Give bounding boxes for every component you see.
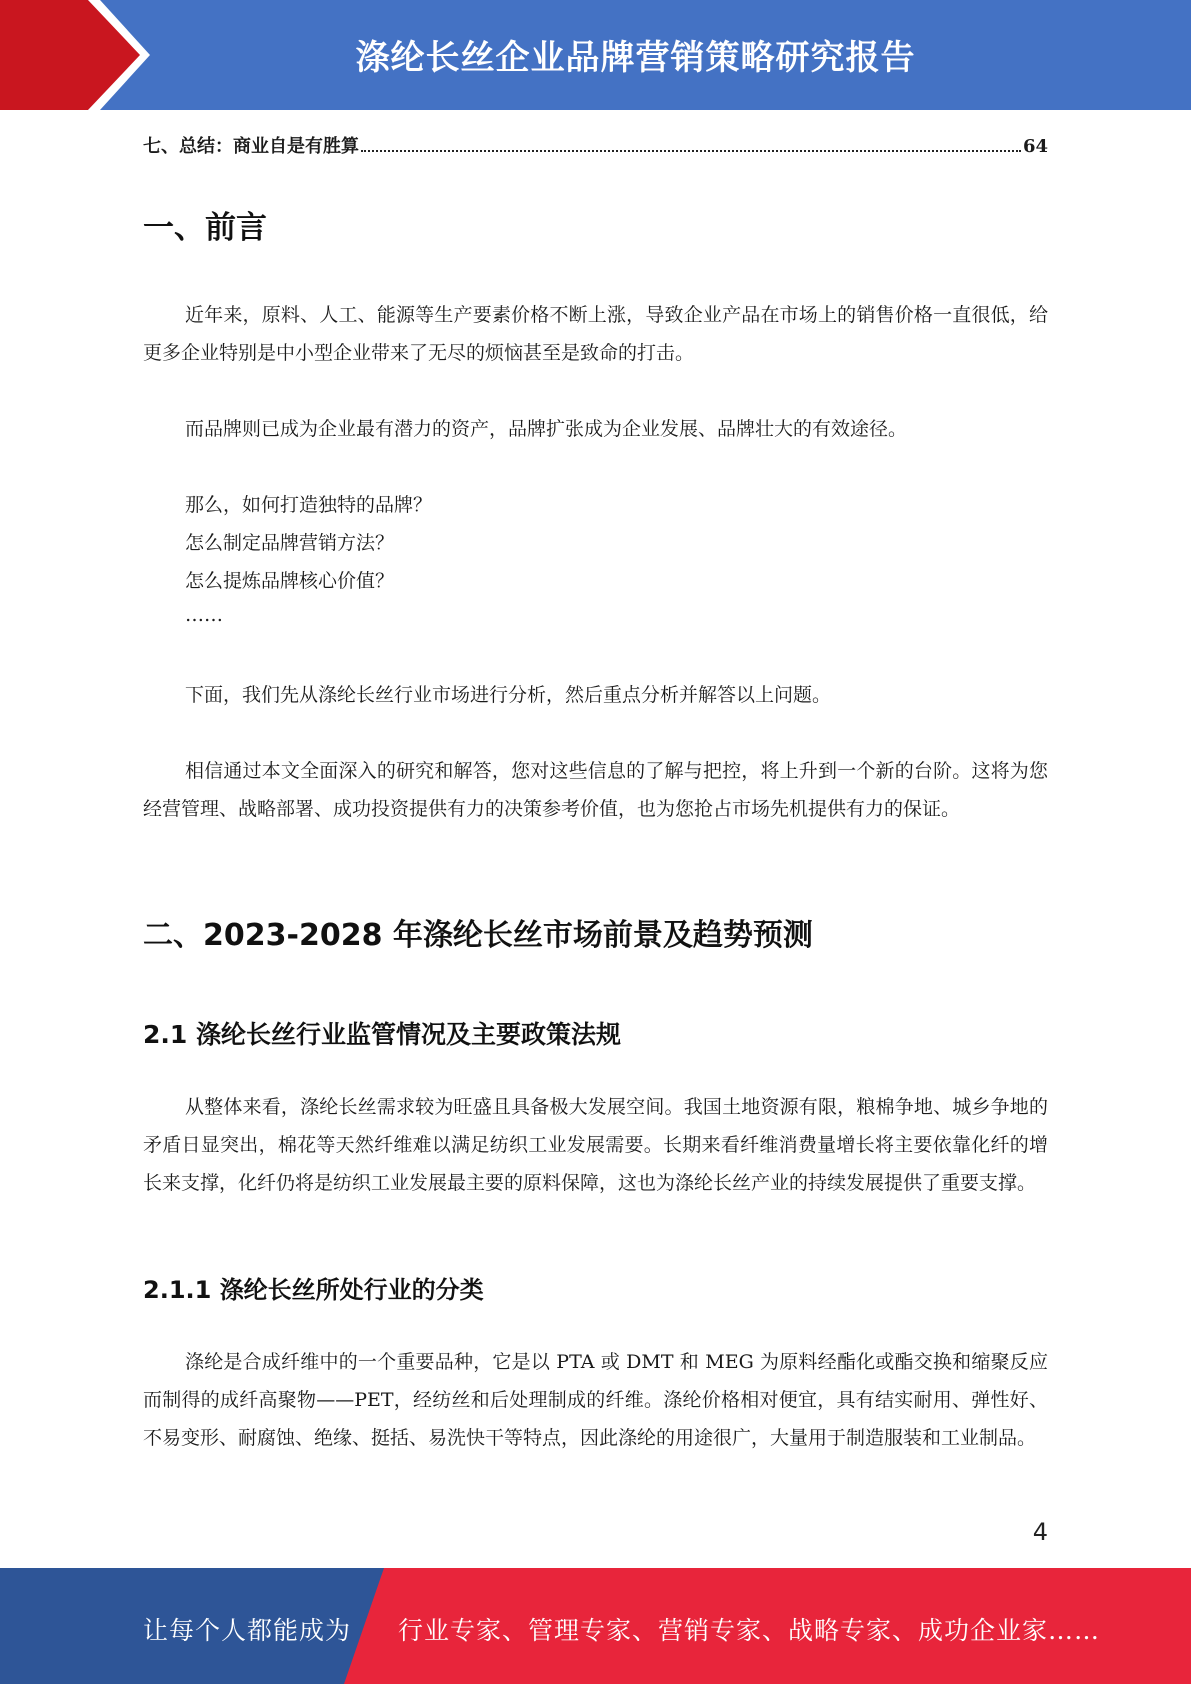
question-3: 怎么提炼品牌核心价值？ xyxy=(185,570,395,592)
paragraph-4: 相信通过本文全面深入的研究和解答，您对这些信息的了解与把控，将上升到一个新的台阶。这将为您经营管理、战略部署、成功投资提供有力的决策参考价值，也为您抢占市场先机提供有力的保证。 xyxy=(143,760,1048,820)
paragraph-2: 而品牌则已成为企业最有潜力的资产，品牌扩张成为企业发展、品牌壮大的有效途径。 xyxy=(185,418,908,440)
ellipsis-line: …… xyxy=(185,604,223,626)
paragraph-3: 下面，我们先从涤纶长丝行业市场进行分析，然后重点分析并解答以上问题。 xyxy=(185,684,832,706)
heading-preface: 一、前言 xyxy=(143,210,267,246)
paragraph-6: 涤纶是合成纤维中的一个重要品种，它是以 PTA 或 DMT 和 MEG 为原料经酯化或酯交换和缩聚反应而制得的成纤高聚物——PET，经纺丝和后处理制成的纤维。涤纶价格相对便宜，具有结实耐用、弹性好、不易变形、耐腐蚀、绝缘、挺括、易洗快干等特点，因此涤纶的用途很广，大量用于制造服装和工业制品。 xyxy=(143,1351,1048,1449)
paragraph-1: 近年来，原料、人工、能源等生产要素价格不断上涨，导致企业产品在市场上的销售价格一直很低，给更多企业特别是中小型企业带来了无尽的烦恼甚至是致命的打击。 xyxy=(143,304,1048,364)
toc-leader-dots xyxy=(361,149,1021,152)
heading-classification: 2.1.1 涤纶长丝所处行业的分类 xyxy=(143,1276,484,1304)
heading-regulation: 2.1 涤纶长丝行业监管情况及主要政策法规 xyxy=(143,1020,621,1049)
question-1: 那么，如何打造独特的品牌？ xyxy=(185,494,433,516)
toc-entry[interactable] xyxy=(143,132,1048,158)
header-banner xyxy=(0,0,1191,110)
document-title: 涤纶长丝企业品牌营销策略研究报告 xyxy=(355,38,916,78)
footer-banner xyxy=(0,1568,1191,1684)
page-number: 4 xyxy=(1032,1518,1048,1546)
footer-slogan-left: 让每个人都能成为 xyxy=(143,1616,352,1645)
toc-entry-page: 64 xyxy=(1022,136,1048,157)
paragraph-5: 从整体来看，涤纶长丝需求较为旺盛且具备极大发展空间。我国土地资源有限，粮棉争地、城乡争地的矛盾日显突出，棉花等天然纤维难以满足纺织工业发展需要。长期来看纤维消费量增长将主要依靠化纤的增长来支撑，化纤仍将是纺织工业发展最主要的原料保障，这也为涤纶长丝产业的持续发展提供了重要支撑。 xyxy=(143,1096,1048,1194)
heading-forecast: 二、2023-2028 年涤纶长丝市场前景及趋势预测 xyxy=(143,918,813,953)
toc-entry-label: 七、总结：商业自是有胜算 xyxy=(143,136,359,157)
question-2: 怎么制定品牌营销方法？ xyxy=(185,532,395,554)
footer-slogan-right: 行业专家、管理专家、营销专家、战略专家、成功企业家…… xyxy=(398,1616,1101,1645)
